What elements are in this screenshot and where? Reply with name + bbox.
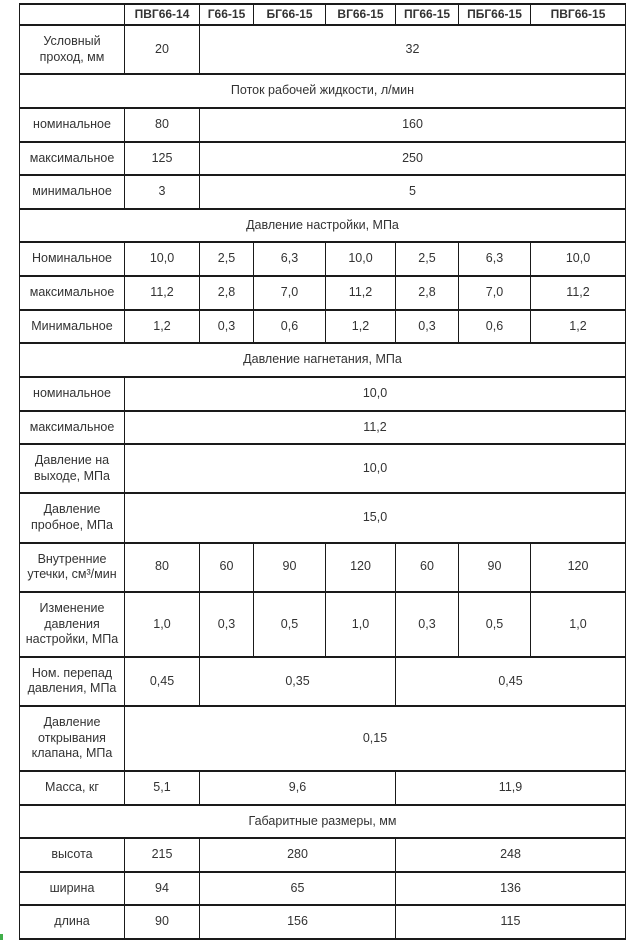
row-label: максимальное: [20, 276, 125, 310]
table-row: [20, 25, 626, 74]
column-header-ПВГ66-14: ПВГ66-14: [125, 4, 200, 25]
value-cell: 11,2: [326, 276, 396, 310]
row-label: Внутренние утечки, см³/мин: [20, 543, 125, 592]
row-label: максимальное: [20, 411, 125, 445]
row-label: длина: [20, 905, 125, 939]
row-label: Давление открывания клапана, МПа: [20, 706, 125, 771]
row-label: максимальное: [20, 142, 125, 176]
specs-table: [19, 3, 626, 940]
value-cell: 94: [125, 872, 200, 906]
section-row: [20, 209, 626, 243]
value-cell: 1,2: [531, 310, 626, 344]
table-body: [20, 25, 626, 939]
value-cell: 90: [459, 543, 531, 592]
row-label: Давление на выходе, МПа: [20, 444, 125, 493]
table-header: [20, 4, 626, 25]
table-row: [20, 142, 626, 176]
value-cell: 136: [396, 872, 626, 906]
value-cell: 10,0: [125, 377, 626, 411]
table-row: [20, 657, 626, 706]
row-label: Минимальное: [20, 310, 125, 344]
value-cell: 0,3: [396, 592, 459, 657]
value-cell: 0,15: [125, 706, 626, 771]
value-cell: 10,0: [531, 242, 626, 276]
table-row: [20, 276, 626, 310]
value-cell: 32: [200, 25, 626, 74]
value-cell: 11,2: [125, 411, 626, 445]
value-cell: 0,3: [200, 310, 254, 344]
value-cell: 5,1: [125, 771, 200, 805]
section-title: Давление настройки, МПа: [20, 209, 626, 243]
row-label: высота: [20, 838, 125, 872]
table-row: [20, 493, 626, 542]
section-row: [20, 805, 626, 839]
value-cell: 10,0: [326, 242, 396, 276]
value-cell: 20: [125, 25, 200, 74]
value-cell: 60: [200, 543, 254, 592]
value-cell: 1,0: [531, 592, 626, 657]
value-cell: 1,0: [326, 592, 396, 657]
value-cell: 11,9: [396, 771, 626, 805]
column-header-ПГ66-15: ПГ66-15: [396, 4, 459, 25]
header-row: [20, 4, 626, 25]
value-cell: 0,3: [396, 310, 459, 344]
row-label: Условный проход, мм: [20, 25, 125, 74]
value-cell: 90: [125, 905, 200, 939]
value-cell: 9,6: [200, 771, 396, 805]
value-cell: 65: [200, 872, 396, 906]
table-row: [20, 411, 626, 445]
corner-header-cell: [20, 4, 125, 25]
value-cell: 156: [200, 905, 396, 939]
value-cell: 11,2: [531, 276, 626, 310]
column-header-ПБГ66-15: ПБГ66-15: [459, 4, 531, 25]
value-cell: 5: [200, 175, 626, 209]
value-cell: 215: [125, 838, 200, 872]
table-row: [20, 543, 626, 592]
value-cell: 10,0: [125, 242, 200, 276]
value-cell: 15,0: [125, 493, 626, 542]
row-label: Изменение давления настройки, МПа: [20, 592, 125, 657]
section-title: Давление нагнетания, МПа: [20, 343, 626, 377]
value-cell: 0,45: [396, 657, 626, 706]
value-cell: 1,0: [125, 592, 200, 657]
value-cell: 1,2: [125, 310, 200, 344]
column-header-БГ66-15: БГ66-15: [254, 4, 326, 25]
row-label: минимальное: [20, 175, 125, 209]
value-cell: 1,2: [326, 310, 396, 344]
value-cell: 7,0: [459, 276, 531, 310]
table-row: [20, 310, 626, 344]
value-cell: 6,3: [254, 242, 326, 276]
value-cell: 2,5: [396, 242, 459, 276]
table-row: [20, 592, 626, 657]
value-cell: 60: [396, 543, 459, 592]
value-cell: 80: [125, 543, 200, 592]
table-row: [20, 377, 626, 411]
value-cell: 0,5: [254, 592, 326, 657]
value-cell: 120: [326, 543, 396, 592]
column-header-ВГ66-15: ВГ66-15: [326, 4, 396, 25]
value-cell: 0,6: [459, 310, 531, 344]
value-cell: 0,3: [200, 592, 254, 657]
value-cell: 0,45: [125, 657, 200, 706]
column-header-Г66-15: Г66-15: [200, 4, 254, 25]
table-row: [20, 771, 626, 805]
table-row: [20, 838, 626, 872]
row-label: Номинальное: [20, 242, 125, 276]
table-row: [20, 905, 626, 939]
row-label: Давление пробное, МПа: [20, 493, 125, 542]
value-cell: 90: [254, 543, 326, 592]
table-row: [20, 175, 626, 209]
value-cell: 7,0: [254, 276, 326, 310]
value-cell: 115: [396, 905, 626, 939]
value-cell: 2,8: [396, 276, 459, 310]
value-cell: 10,0: [125, 444, 626, 493]
section-row: [20, 74, 626, 108]
section-row: [20, 343, 626, 377]
section-title: Габаритные размеры, мм: [20, 805, 626, 839]
bottom-left-green-mark: [0, 934, 3, 940]
value-cell: 2,8: [200, 276, 254, 310]
value-cell: 250: [200, 142, 626, 176]
row-label: Ном. перепад давления, МПа: [20, 657, 125, 706]
column-header-ПВГ66-15: ПВГ66-15: [531, 4, 626, 25]
value-cell: 2,5: [200, 242, 254, 276]
value-cell: 280: [200, 838, 396, 872]
value-cell: 3: [125, 175, 200, 209]
value-cell: 160: [200, 108, 626, 142]
table-row: [20, 872, 626, 906]
row-label: номинальное: [20, 108, 125, 142]
table-row: [20, 706, 626, 771]
value-cell: 125: [125, 142, 200, 176]
row-label: Масса, кг: [20, 771, 125, 805]
value-cell: 0,35: [200, 657, 396, 706]
value-cell: 0,5: [459, 592, 531, 657]
value-cell: 80: [125, 108, 200, 142]
table-row: [20, 242, 626, 276]
row-label: ширина: [20, 872, 125, 906]
value-cell: 120: [531, 543, 626, 592]
value-cell: 248: [396, 838, 626, 872]
section-title: Поток рабочей жидкости, л/мин: [20, 74, 626, 108]
table-row: [20, 108, 626, 142]
row-label: номинальное: [20, 377, 125, 411]
value-cell: 6,3: [459, 242, 531, 276]
value-cell: 11,2: [125, 276, 200, 310]
table-row: [20, 444, 626, 493]
value-cell: 0,6: [254, 310, 326, 344]
